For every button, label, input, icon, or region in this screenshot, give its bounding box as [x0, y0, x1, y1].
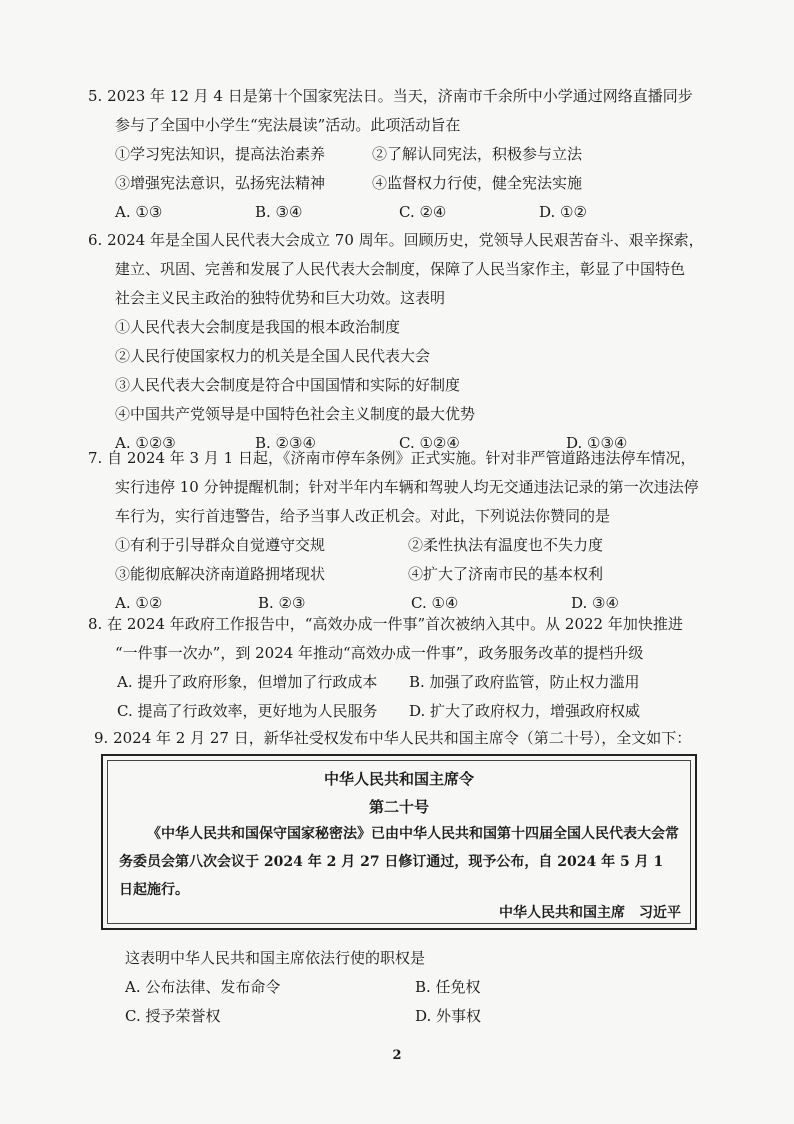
q9-choice-a: A. 公布法律、发布命令 [125, 978, 281, 996]
q5-choice-b: B. ③④ [255, 203, 303, 221]
q8-choice-a: A. 提升了政府形象，但增加了行政成本 [117, 673, 378, 691]
presidential-order-body: 《中华人民共和国保守国家秘密法》已由中华人民共和国第十四届全国人民代表大会常务委员会第八次会议于 2024 年 2 月 27 日修订通过，现予公布，自 2024 年 5 月 1 日起施行。 [119, 826, 679, 898]
q7-option-1: ①有利于引导群众自觉遵守交规 [115, 536, 326, 554]
q7-option-4: ④扩大了济南市民的基本权利 [408, 565, 604, 583]
q9-stem: 这表明中华人民共和国主席依法行使的职权是 [125, 949, 426, 967]
q5-stem-line2: 参与了全国中小学生“宪法晨读”活动。此项活动旨在 [115, 116, 461, 134]
presidential-order-signature: 中华人民共和国主席 习近平 [499, 905, 681, 921]
presidential-order-title: 中华人民共和国主席令 [323, 770, 474, 788]
question-7 [88, 444, 699, 618]
q6-option-1: ①人民代表大会制度是我国的根本政治制度 [115, 318, 401, 336]
q9-choices-row2 [125, 1002, 482, 1031]
q8-choice-d: D. 扩大了政府权力，增强政府权威 [409, 702, 641, 720]
q6-option-3: ③人民代表大会制度是符合中国国情和实际的好制度 [115, 376, 461, 394]
q9-choice-b: B. 任免权 [415, 978, 481, 996]
question-9-continued [125, 944, 482, 1031]
q5-option-2: ②了解认同宪法，积极参与立法 [372, 145, 583, 163]
q6-option-2: ②人民行使国家权力的机关是全国人民代表大会 [115, 347, 431, 365]
question-8 [88, 610, 683, 726]
question-6 [88, 226, 704, 458]
q9-choices-row1 [125, 973, 481, 1002]
presidential-order-number: 第二十号 [368, 798, 429, 816]
q5-stem-line1: 5. 2023 年 12 月 4 日是第十个国家宪法日。当天，济南市千余所中小学通过网络直播同步 [88, 87, 693, 105]
q6-option-4: ④中国共产党领导是中国特色社会主义制度的最大优势 [115, 405, 476, 423]
q8-stem-line1: 8. 在 2024 年政府工作报告中，“高效办成一件事”首次被纳入其中。从 2022 年加快推进 [88, 615, 683, 633]
q5-choice-a: A. ①③ [115, 203, 163, 221]
q9-stem-line1: 9. 2024 年 2 月 27 日，新华社受权发布中华人民共和国主席令（第二十号），全文如下： [94, 729, 692, 747]
q5-options-row2 [88, 169, 693, 198]
q5-choices [88, 198, 693, 227]
q6-stem-line3: 社会主义民主政治的独特优势和巨大功效。这表明 [115, 289, 446, 307]
q5-option-3: ③增强宪法意识，弘扬宪法精神 [115, 174, 326, 192]
q5-option-4: ④监督权力行使，健全宪法实施 [372, 174, 583, 192]
q8-choices-row1 [88, 668, 683, 697]
q6-stem-line2: 建立、巩固、完善和发展了人民代表大会制度，保障了人民当家作主，彰显了中国特色 [115, 260, 686, 278]
q7-choice-c: C. ①④ [411, 594, 459, 612]
page-number: 2 [392, 1048, 402, 1063]
q9-choice-c: C. 授予荣誉权 [125, 1007, 221, 1025]
q5-options-row1 [88, 140, 693, 169]
q8-choice-b: B. 加强了政府监管，防止权力滥用 [409, 673, 640, 691]
q7-choice-a: A. ①② [115, 594, 163, 612]
q8-stem-line2: “一件事一次办”，到 2024 年推动“高效办成一件事”，政务服务改革的提档升级 [115, 644, 644, 662]
q6-choice-c: C. ①②④ [399, 434, 460, 452]
presidential-order-box [101, 754, 697, 930]
q5-choice-c: C. ②④ [399, 203, 447, 221]
q7-choice-b: B. ②③ [258, 594, 306, 612]
q8-choice-c: C. 提高了行政效率，更好地为人民服务 [117, 702, 378, 720]
q8-choices-row2 [88, 697, 683, 726]
q6-choice-d: D. ①③④ [566, 434, 628, 452]
q7-option-2: ②柔性执法有温度也不失力度 [408, 536, 604, 554]
q7-choice-d: D. ③④ [571, 594, 619, 612]
q5-choice-d: D. ①② [539, 203, 587, 221]
q6-choice-a: A. ①②③ [115, 434, 176, 452]
q7-options-row1 [88, 531, 699, 560]
q7-stem-line3: 车行为，实行首违警告，给予当事人改正机会。对此，下列说法你赞同的是 [115, 507, 611, 525]
q7-option-3: ③能彻底解决济南道路拥堵现状 [115, 565, 326, 583]
q6-choice-b: B. ②③④ [255, 434, 316, 452]
q6-stem-line1: 6. 2024 年是全国人民代表大会成立 70 周年。回顾历史，党领导人民艰苦奋斗、艰辛探索， [88, 231, 704, 249]
question-5 [88, 82, 693, 227]
q7-stem-line2: 实行违停 10 分钟提醒机制；针对半年内车辆和驾驶人均无交通违法记录的第一次违法停 [115, 478, 699, 496]
question-9 [94, 724, 691, 753]
q9-choice-d: D. 外事权 [415, 1007, 482, 1025]
q7-options-row2 [88, 560, 699, 589]
q7-stem-line1: 7. 自 2024 年 3 月 1 日起，《济南市停车条例》正式实施。针对非严管道路违法停车情况， [88, 449, 696, 467]
q5-option-1: ①学习宪法知识，提高法治素养 [115, 145, 326, 163]
